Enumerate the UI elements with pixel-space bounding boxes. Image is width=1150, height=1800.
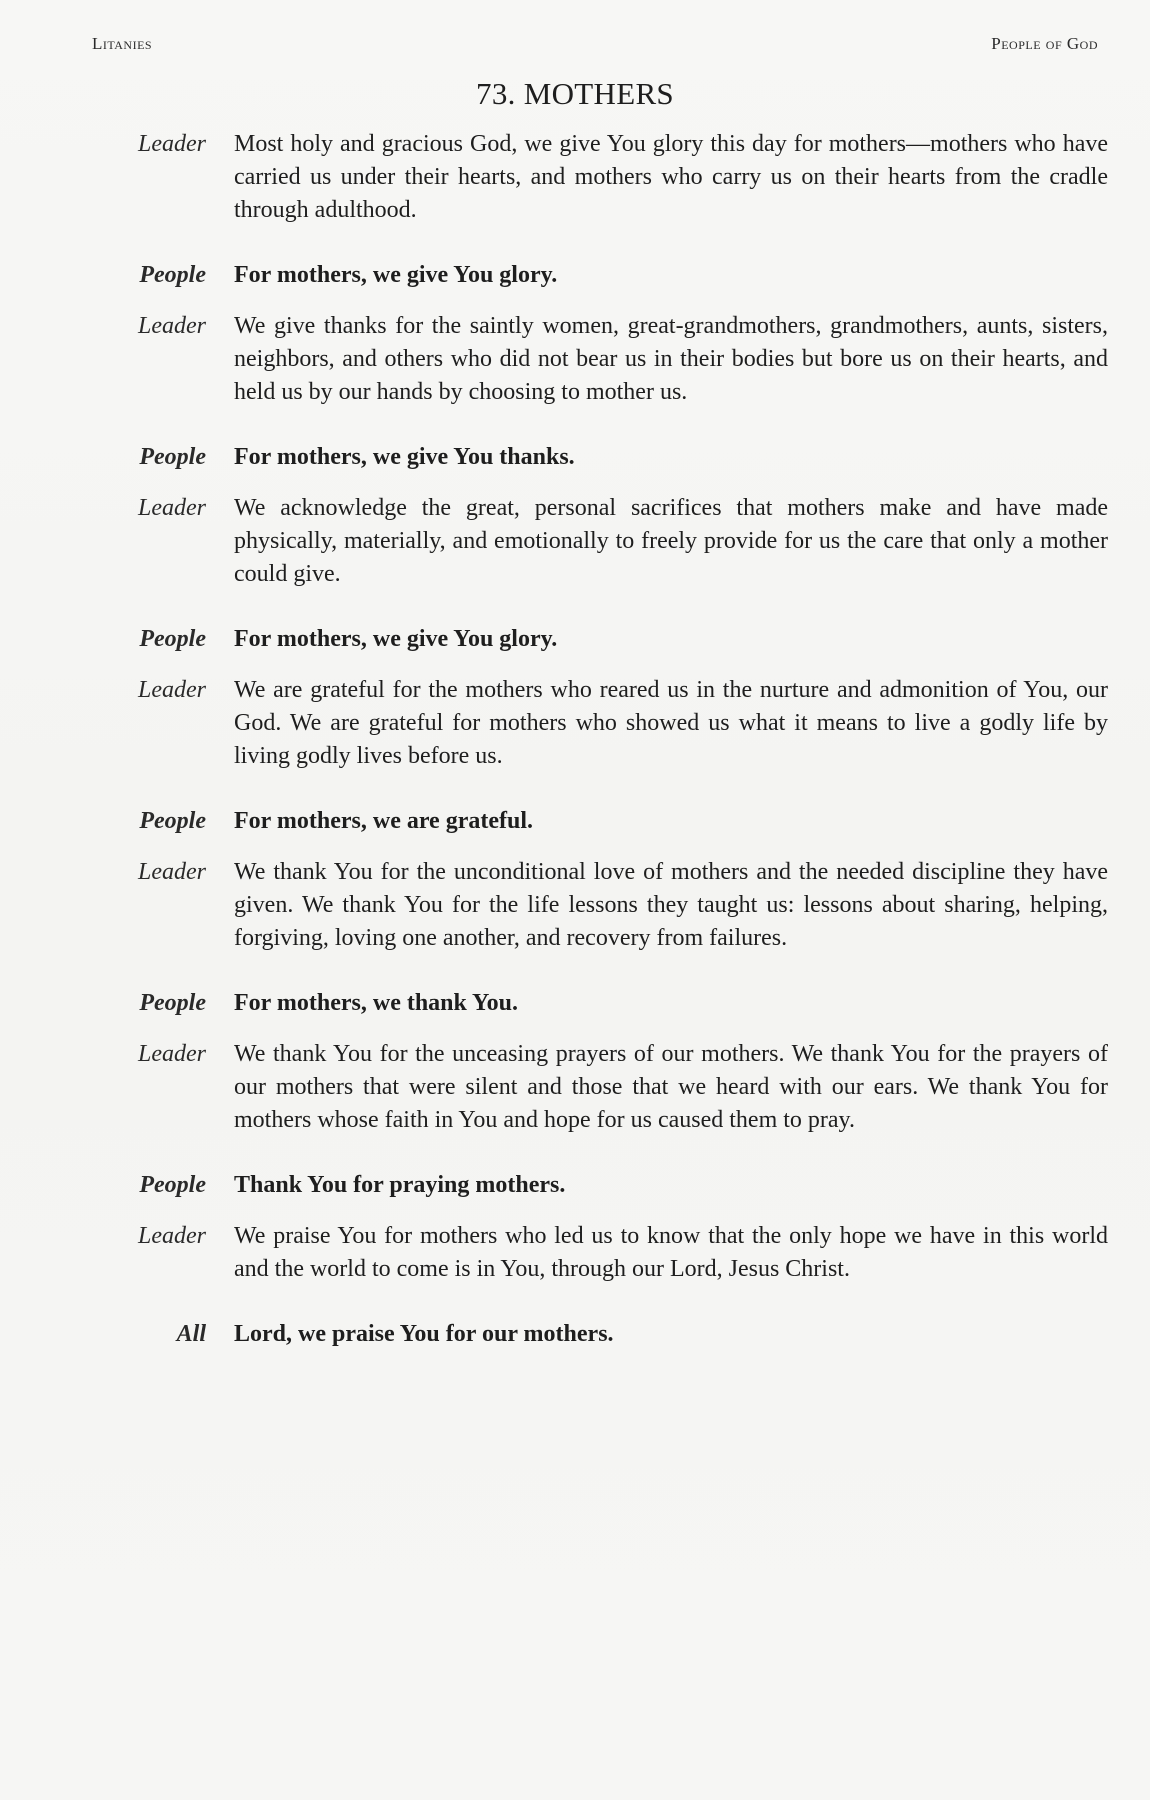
litany-line: [118, 1318, 1108, 1351]
line-text: We acknowledge the great, personal sacrifices that mothers make and have made physically, materially, and emotionally to freely provide for us the care that only a mother could give.: [234, 495, 1108, 587]
line-text: Thank You for praying mothers.: [234, 1172, 566, 1198]
speaker-label: People: [139, 262, 206, 288]
line-text: We praise You for mothers who led us to know that the only hope we have in this world and the world to come is in You, through our Lord, Jesus Christ.: [234, 1223, 1108, 1282]
line-text: For mothers, we give You glory.: [234, 262, 558, 288]
litany-line: [118, 1169, 1108, 1202]
litany-line: [118, 987, 1108, 1020]
litany-line: [118, 310, 1108, 409]
speaker-label: Leader: [138, 677, 206, 703]
line-text: We thank You for the unceasing prayers of our mothers. We thank You for the prayers of our mothers that were silent and those that we heard with our ears. We thank You for mothers whose faith in You and hope for us caused them to pray.: [234, 1041, 1108, 1133]
litany-line: [118, 1220, 1108, 1286]
litany-line: [118, 128, 1108, 227]
litany-line: [118, 259, 1108, 292]
speaker-label: Leader: [138, 859, 206, 885]
litany-body: [118, 128, 1108, 1351]
speaker-label: People: [139, 444, 206, 470]
line-text: Lord, we praise You for our mothers.: [234, 1321, 614, 1347]
line-text: Most holy and gracious God, we give You glory this day for mothers—mothers who have carried us under their hearts, and mothers who carry us on their hearts from the cradle through adulthood.: [234, 131, 1108, 223]
speaker-label: Leader: [138, 313, 206, 339]
speaker-label: People: [139, 990, 206, 1016]
running-head-book: People of God: [991, 34, 1098, 53]
litany-line: [118, 856, 1108, 955]
litany-line: [118, 623, 1108, 656]
speaker-label: All: [176, 1321, 206, 1347]
litany-title: 73. MOTHERS: [476, 76, 674, 111]
line-text: For mothers, we give You glory.: [234, 626, 558, 652]
speaker-label: People: [139, 1172, 206, 1198]
line-text: For mothers, we give You thanks.: [234, 444, 575, 470]
speaker-label: Leader: [138, 1223, 206, 1249]
speaker-label: Leader: [138, 1041, 206, 1067]
line-text: For mothers, we thank You.: [234, 990, 519, 1016]
speaker-label: Leader: [138, 495, 206, 521]
litany-line: [118, 1038, 1108, 1137]
litany-line: [118, 805, 1108, 838]
litany-line: [118, 441, 1108, 474]
running-head-section: Litanies: [92, 34, 153, 53]
speaker-label: People: [139, 626, 206, 652]
line-text: We thank You for the unconditional love of mothers and the needed discipline they have given. We thank You for the life lessons they taught us: lessons about sharing, helping, forgiving, loving one another, and recovery from failures.: [234, 859, 1108, 951]
litany-line: [118, 492, 1108, 591]
litany-line: [118, 674, 1108, 773]
speaker-label: People: [139, 808, 206, 834]
speaker-label: Leader: [138, 131, 206, 157]
line-text: We are grateful for the mothers who reared us in the nurture and admonition of You, our God. We are grateful for mothers who showed us what it means to live a godly life by living godly lives before us.: [234, 677, 1108, 769]
line-text: We give thanks for the saintly women, great-grandmothers, grandmothers, aunts, sisters, neighbors, and others who did not bear us in their bodies but bore us on their hearts, and held us by our hands by choosing to mother us.: [234, 313, 1108, 405]
line-text: For mothers, we are grateful.: [234, 808, 534, 834]
